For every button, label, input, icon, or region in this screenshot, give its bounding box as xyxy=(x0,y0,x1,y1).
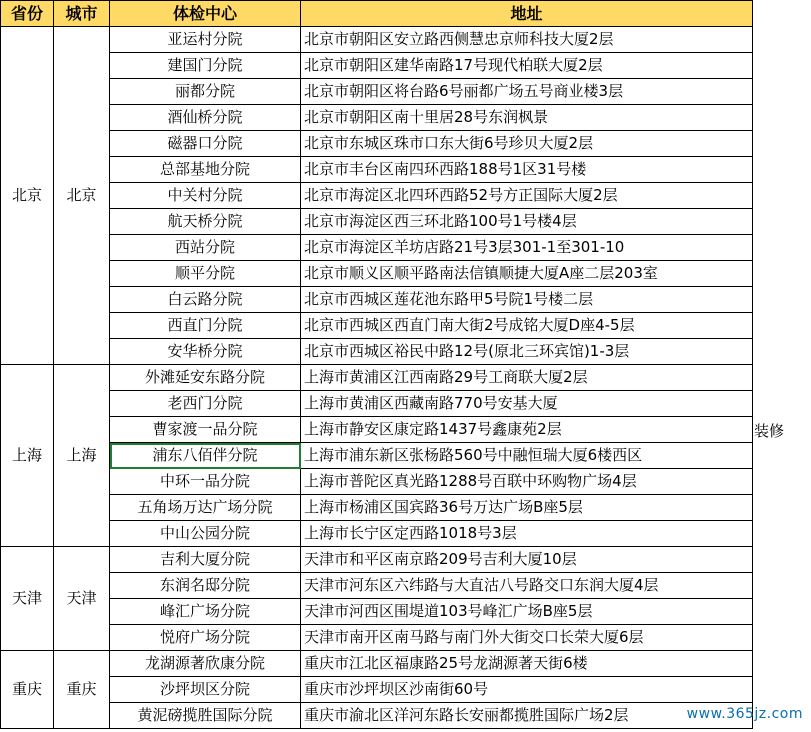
center-name-cell[interactable]: 东润名邸分院 xyxy=(110,573,301,599)
table-row xyxy=(1,53,753,79)
table-row xyxy=(1,339,753,365)
center-name-cell[interactable]: 白云路分院 xyxy=(110,287,301,313)
table-row xyxy=(1,157,753,183)
header-address[interactable]: 地址 xyxy=(301,1,753,27)
address-cell[interactable]: 天津市河西区围堤道103号峰汇广场B座5层 xyxy=(301,599,753,625)
center-name-cell[interactable]: 吉利大厦分院 xyxy=(110,547,301,573)
address-cell[interactable]: 北京市朝阳区安立路西侧慧忠京师科技大厦2层 xyxy=(301,27,753,53)
address-cell[interactable]: 上海市杨浦区国宾路36号万达广场B座5层 xyxy=(301,495,753,521)
center-name-cell[interactable]: 黄泥磅揽胜国际分院 xyxy=(110,703,301,729)
address-cell[interactable]: 北京市顺义区顺平路南法信镇顺捷大厦A座二层203室 xyxy=(301,261,753,287)
province-cell[interactable]: 北京 xyxy=(1,27,54,365)
table-row xyxy=(1,365,753,391)
center-name-cell[interactable]: 中关村分院 xyxy=(110,183,301,209)
address-cell[interactable]: 上海市长宁区定西路1018号3层 xyxy=(301,521,753,547)
address-cell[interactable]: 上海市静安区康定路1437号鑫康苑2层 xyxy=(301,417,753,443)
address-cell[interactable]: 北京市海淀区北四环西路52号方正国际大厦2层 xyxy=(301,183,753,209)
center-name-cell[interactable]: 老西门分院 xyxy=(110,391,301,417)
address-cell[interactable]: 北京市朝阳区将台路6号丽都广场五号商业楼3层 xyxy=(301,79,753,105)
table-row xyxy=(1,209,753,235)
table-row xyxy=(1,235,753,261)
center-name-cell[interactable]: 航天桥分院 xyxy=(110,209,301,235)
province-cell[interactable]: 天津 xyxy=(1,547,54,651)
center-name-cell[interactable]: 浦东八佰伴分院 xyxy=(110,443,301,469)
header-center[interactable]: 体检中心 xyxy=(110,1,301,27)
watermark: www.365jz.com xyxy=(686,706,803,722)
address-cell[interactable]: 北京市海淀区西三环北路100号1号楼4层 xyxy=(301,209,753,235)
table-row xyxy=(1,287,753,313)
table-row xyxy=(1,677,753,703)
center-name-cell[interactable]: 龙湖源著欣康分院 xyxy=(110,651,301,677)
table-row xyxy=(1,599,753,625)
address-cell[interactable]: 北京市西城区西直门南大街2号成铭大厦D座4-5层 xyxy=(301,313,753,339)
center-name-cell[interactable]: 建国门分院 xyxy=(110,53,301,79)
center-name-cell[interactable]: 五角场万达广场分院 xyxy=(110,495,301,521)
table-row xyxy=(1,131,753,157)
address-cell[interactable]: 天津市南开区南马路与南门外大街交口长荣大厦6层 xyxy=(301,625,753,651)
center-name-cell[interactable]: 峰汇广场分院 xyxy=(110,599,301,625)
center-name-cell[interactable]: 沙坪坝区分院 xyxy=(110,677,301,703)
center-name-cell[interactable]: 中山公园分院 xyxy=(110,521,301,547)
table-row xyxy=(1,79,753,105)
table-row xyxy=(1,183,753,209)
center-name-cell[interactable]: 安华桥分院 xyxy=(110,339,301,365)
table-row xyxy=(1,521,753,547)
center-name-cell[interactable]: 外滩延安东路分院 xyxy=(110,365,301,391)
city-cell[interactable]: 北京 xyxy=(54,27,110,365)
address-cell[interactable]: 北京市朝阳区南十里居28号东润枫景 xyxy=(301,105,753,131)
center-name-cell[interactable]: 顺平分院 xyxy=(110,261,301,287)
center-name-cell[interactable]: 亚运村分院 xyxy=(110,27,301,53)
table-row xyxy=(1,703,753,729)
center-name-cell[interactable]: 中环一品分院 xyxy=(110,469,301,495)
address-cell[interactable]: 北京市海淀区羊坊店路21号3层301-1至301-10 xyxy=(301,235,753,261)
center-name-cell[interactable]: 酒仙桥分院 xyxy=(110,105,301,131)
table-row xyxy=(1,417,753,443)
sheet-body xyxy=(1,1,753,729)
address-cell[interactable]: 上海市黄浦区西藏南路770号安基大厦 xyxy=(301,391,753,417)
address-cell[interactable]: 上海市黄浦区江西南路29号工商联大厦2层 xyxy=(301,365,753,391)
center-name-cell[interactable]: 西直门分院 xyxy=(110,313,301,339)
table-row xyxy=(1,625,753,651)
center-name-cell[interactable]: 曹家渡一品分院 xyxy=(110,417,301,443)
address-cell[interactable]: 北京市东城区珠市口东大街6号珍贝大厦2层 xyxy=(301,131,753,157)
table-row xyxy=(1,391,753,417)
table-row xyxy=(1,443,753,469)
address-cell[interactable]: 上海市浦东新区张杨路560号中融恒瑞大厦6楼西区 xyxy=(301,443,753,469)
address-cell[interactable]: 上海市普陀区真光路1288号百联中环购物广场4层 xyxy=(301,469,753,495)
address-cell[interactable]: 重庆市渝北区洋河东路长安丽都揽胜国际广场2层 xyxy=(301,703,753,729)
table-row xyxy=(1,27,753,53)
address-cell[interactable]: 北京市丰台区南四环西路188号1区31号楼 xyxy=(301,157,753,183)
table-row xyxy=(1,261,753,287)
header-row xyxy=(1,1,753,27)
city-cell[interactable]: 重庆 xyxy=(54,651,110,729)
table-row xyxy=(1,547,753,573)
province-cell[interactable]: 上海 xyxy=(1,365,54,547)
center-name-cell[interactable]: 西站分院 xyxy=(110,235,301,261)
address-cell[interactable]: 重庆市江北区福康路25号龙湖源著天街6楼 xyxy=(301,651,753,677)
center-name-cell[interactable]: 丽都分院 xyxy=(110,79,301,105)
address-cell[interactable]: 天津市河东区六纬路与大直沽八号路交口东润大厦4层 xyxy=(301,573,753,599)
table-row xyxy=(1,469,753,495)
city-cell[interactable]: 天津 xyxy=(54,547,110,651)
city-cell[interactable]: 上海 xyxy=(54,365,110,547)
table-row xyxy=(1,651,753,677)
center-name-cell[interactable]: 悦府广场分院 xyxy=(110,625,301,651)
province-cell[interactable]: 重庆 xyxy=(1,651,54,729)
table-row xyxy=(1,573,753,599)
header-city[interactable]: 城市 xyxy=(54,1,110,27)
address-cell[interactable]: 北京市朝阳区建华南路17号现代柏联大厦2层 xyxy=(301,53,753,79)
table-row xyxy=(1,495,753,521)
address-cell[interactable]: 北京市西城区莲花池东路甲5号院1号楼二层 xyxy=(301,287,753,313)
table-row xyxy=(1,105,753,131)
table-row xyxy=(1,313,753,339)
header-province[interactable]: 省份 xyxy=(1,1,54,27)
address-cell[interactable]: 重庆市沙坪坝区沙南街60号 xyxy=(301,677,753,703)
center-name-cell[interactable]: 总部基地分院 xyxy=(110,157,301,183)
address-cell[interactable]: 天津市和平区南京路209号吉利大厦10层 xyxy=(301,547,753,573)
address-cell[interactable]: 北京市西城区裕民中路12号(原北三环宾馆)1-3层 xyxy=(301,339,753,365)
center-name-cell[interactable]: 磁器口分院 xyxy=(110,131,301,157)
side-note-cell[interactable]: 装修 xyxy=(754,422,785,440)
